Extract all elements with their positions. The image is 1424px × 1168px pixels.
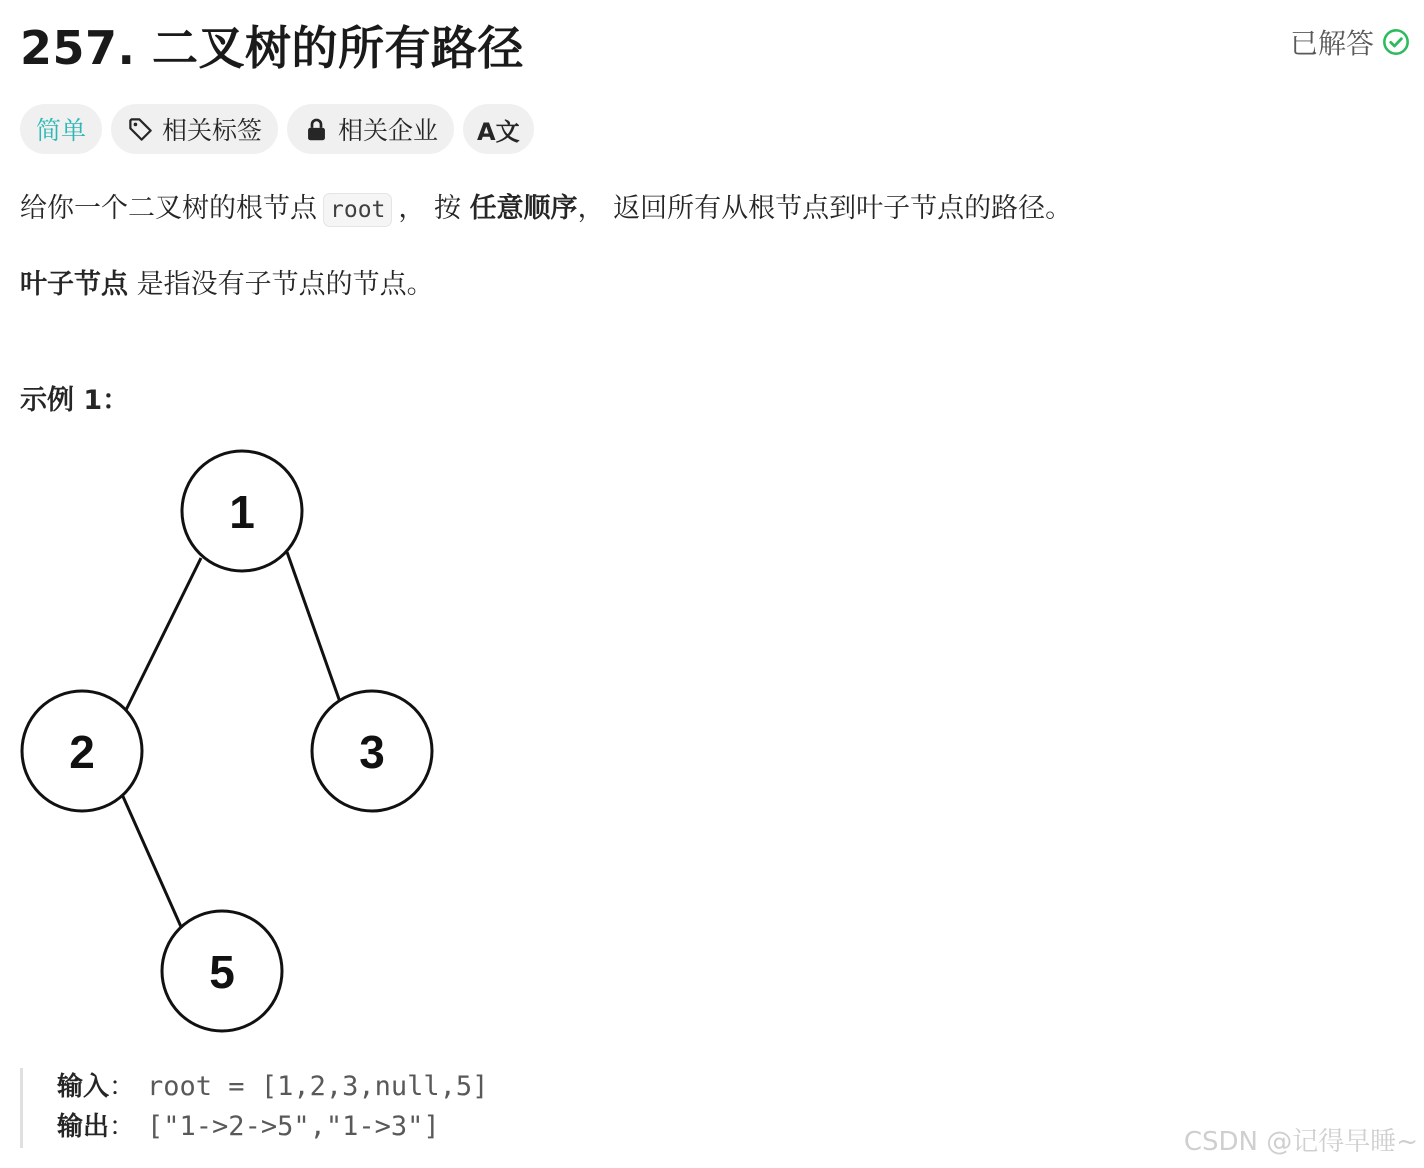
tag-icon [127,116,154,143]
difficulty-tag[interactable] [20,104,102,154]
desc-bold-text: 任意顺序 [469,193,578,224]
tag-bar [20,104,534,154]
output-value: ["1->2->5","1->3"] [147,1111,440,1142]
difficulty-label: 简单 [36,116,87,145]
lock-icon [303,116,330,143]
tree-edge [126,558,201,710]
tree-node-label: 2 [69,726,95,778]
output-label: 输出 [57,1112,110,1142]
tree-node-label: 5 [209,946,235,998]
companies-tag-label: 相关企业 [338,116,439,145]
tree-edge [287,552,340,702]
desc-text: ， 按 [398,193,470,224]
tree-node [182,451,302,571]
binary-tree-diagram [0,440,450,1040]
tree-node [22,691,142,811]
solved-label: 已解答 [1289,27,1374,60]
description-paragraph-2 [20,262,434,301]
desc-text: ， 返回所有从根节点到叶子节点的路径。 [577,193,1073,224]
companies-tag-button[interactable] [287,104,454,154]
tree-edge [121,792,182,929]
input-label: 输入 [57,1072,110,1102]
example-io-block [20,1068,540,1148]
translate-button[interactable] [463,104,534,154]
example-output-line [57,1108,540,1148]
watermark: CSDN @记得早睡~ [1183,1127,1418,1157]
check-circle-icon [1382,28,1410,56]
inline-code-root: root [323,193,392,227]
desc-bold-text: 叶子节点 [20,269,128,300]
example-input-line [57,1068,540,1108]
tree-node-label: 1 [229,486,255,538]
input-value: root = [1,2,3,null,5] [147,1071,489,1102]
desc-text: 给你一个二叉树的根节点 [20,193,317,224]
tree-node [312,691,432,811]
topics-tag-label: 相关标签 [162,116,263,145]
topics-tag-button[interactable] [111,104,278,154]
translate-icon: A文 [477,117,520,146]
solved-status [1290,22,1410,62]
tree-node [162,911,282,1031]
example-title: 示例 1： [20,385,130,416]
tree-node-label: 3 [359,726,385,778]
colon: ： [109,1112,136,1142]
description-paragraph-1 [20,186,1072,225]
desc-text: 是指没有子节点的节点。 [128,269,434,300]
colon: ： [109,1072,136,1102]
problem-title: 257. 二叉树的所有路径 [20,21,525,75]
